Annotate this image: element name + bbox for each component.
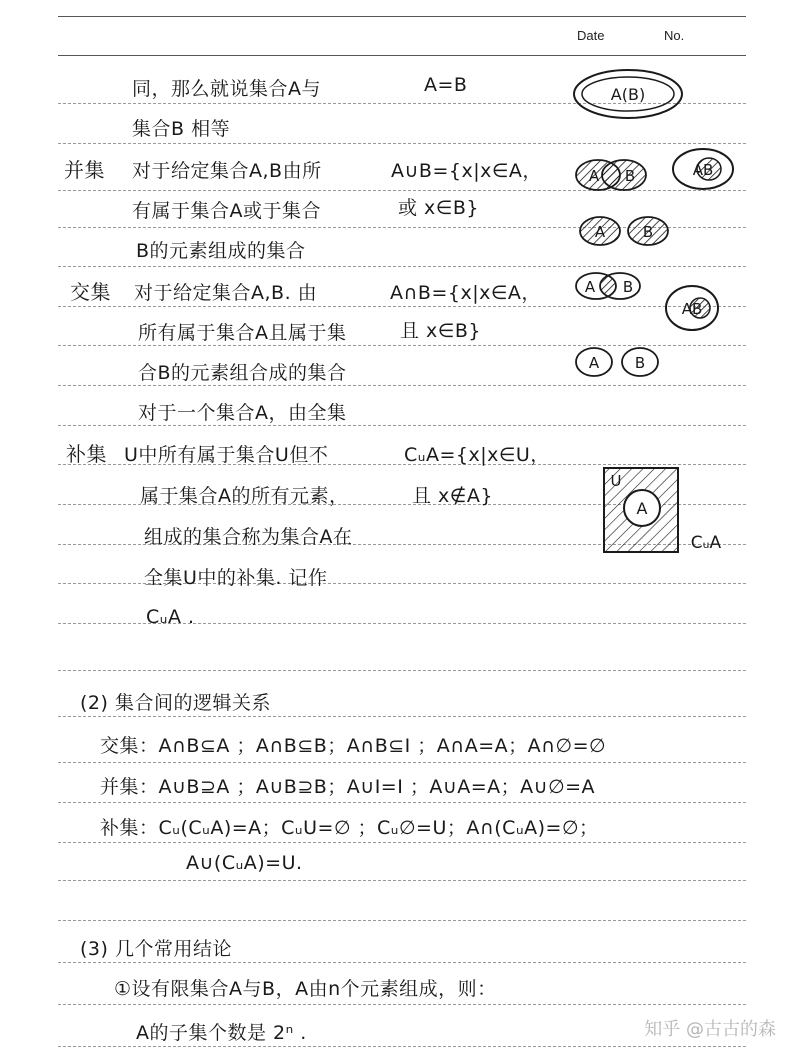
conclusion-1: ①设有限集合A与B，A由n个元素组成，则： <box>114 978 497 1000</box>
universe-label: U <box>610 472 622 490</box>
union-def-1: 对于给定集合A,B由所 <box>132 160 322 182</box>
intersection-formula-1: A∩B={x|x∈A， <box>390 282 541 304</box>
disjoint-a-label: A <box>594 223 606 241</box>
complement-formula-2: 且 x∉A} <box>412 485 493 507</box>
watermark: 知乎 @古古的森 <box>644 1019 776 1040</box>
ruled-line <box>58 802 746 803</box>
ruled-line <box>58 716 746 717</box>
intersection-b-label: B <box>622 278 634 296</box>
disjoint-b-label: B <box>642 223 654 241</box>
intersection-def-2: 所有属于集合A且属于集 <box>138 322 347 344</box>
ruled-line <box>58 880 746 881</box>
ruled-line <box>58 670 746 671</box>
intersection-subset-label: AB <box>681 300 703 318</box>
union-a-label: A <box>588 167 600 185</box>
line-equal-def-2: 集合B 相等 <box>132 118 231 140</box>
ruled-line <box>58 1046 746 1047</box>
section-3-title: (3) 几个常用结论 <box>80 938 232 960</box>
complement-formula-1: CᵤA={x|x∈U， <box>404 444 550 466</box>
relations-complement-2: A∪(CᵤA)=U. <box>186 852 303 874</box>
union-def-2: 有属于集合A或于集合 <box>132 200 321 222</box>
equal-sets-label: A(B) <box>610 85 646 104</box>
line-equal-def: 同，那么就说集合A与 <box>132 78 321 100</box>
union-label: 并集 <box>64 158 105 182</box>
disjoint-intersect-a-label: A <box>588 354 600 372</box>
complement-label: 补集 <box>66 442 107 466</box>
conclusion-2: A的子集个数是 2ⁿ . <box>136 1022 307 1044</box>
ruled-line <box>58 842 746 843</box>
union-diagrams <box>572 146 772 256</box>
ruled-line <box>58 143 746 144</box>
complement-def-2: 属于集合A的所有元素， <box>140 485 349 507</box>
number-label: No. <box>664 28 685 43</box>
intersection-label: 交集 <box>70 280 111 304</box>
complement-def-3: 组成的集合称为集合A在 <box>144 526 353 548</box>
equal-formula: A=B <box>424 74 468 96</box>
intersection-diagrams <box>566 268 736 388</box>
intersection-def-3: 合B的元素组合成的集合 <box>138 362 347 384</box>
top-rule <box>58 16 746 17</box>
ruled-line <box>58 425 746 426</box>
union-b-label: B <box>624 167 636 185</box>
intersection-def-1: 对于给定集合A,B. 由 <box>134 282 318 304</box>
union-formula-2: 或 x∈B} <box>398 197 479 219</box>
intersection-def-4: 对于一个集合A，由全集 <box>138 402 347 424</box>
ruled-line <box>58 762 746 763</box>
ruled-line <box>58 962 746 963</box>
complement-def-1: U中所有属于集合U但不 <box>124 444 329 466</box>
complement-a-label: A <box>636 499 648 518</box>
intersection-formula-2: 且 x∈B} <box>400 320 481 342</box>
complement-diagram <box>600 466 740 566</box>
complement-label-text: CᵤA <box>690 533 722 553</box>
ruled-line <box>58 266 746 267</box>
header-rule <box>58 55 746 56</box>
section-2-title: (2) 集合间的逻辑关系 <box>80 692 271 714</box>
complement-def-4: 全集U中的补集. 记作 <box>144 567 328 589</box>
intersection-a-label: A <box>584 278 596 296</box>
relations-complement-1: 补集：Cᵤ(CᵤA)=A；CᵤU=∅ ；Cᵤ∅=U；A∩(CᵤA)=∅； <box>100 817 599 839</box>
relations-intersection: 交集：A∩B⊆A ；A∩B⊆B；A∩B⊆I ；A∩A=A；A∩∅=∅ <box>100 735 607 757</box>
equal-sets-diagram <box>570 64 690 124</box>
union-def-3: B的元素组成的集合 <box>136 240 306 262</box>
ruled-line <box>58 920 746 921</box>
date-label: Date <box>577 28 605 43</box>
complement-def-5: CᵤA . <box>146 606 195 628</box>
disjoint-intersect-b-label: B <box>634 354 646 372</box>
ruled-line <box>58 1004 746 1005</box>
union-subset-label: AB <box>692 161 714 179</box>
relations-union: 并集：A∪B⊇A ；A∪B⊇B；A∪I=I ；A∪A=A；A∪∅=A <box>100 776 596 798</box>
union-formula-1: A∪B={x|x∈A， <box>391 160 542 182</box>
